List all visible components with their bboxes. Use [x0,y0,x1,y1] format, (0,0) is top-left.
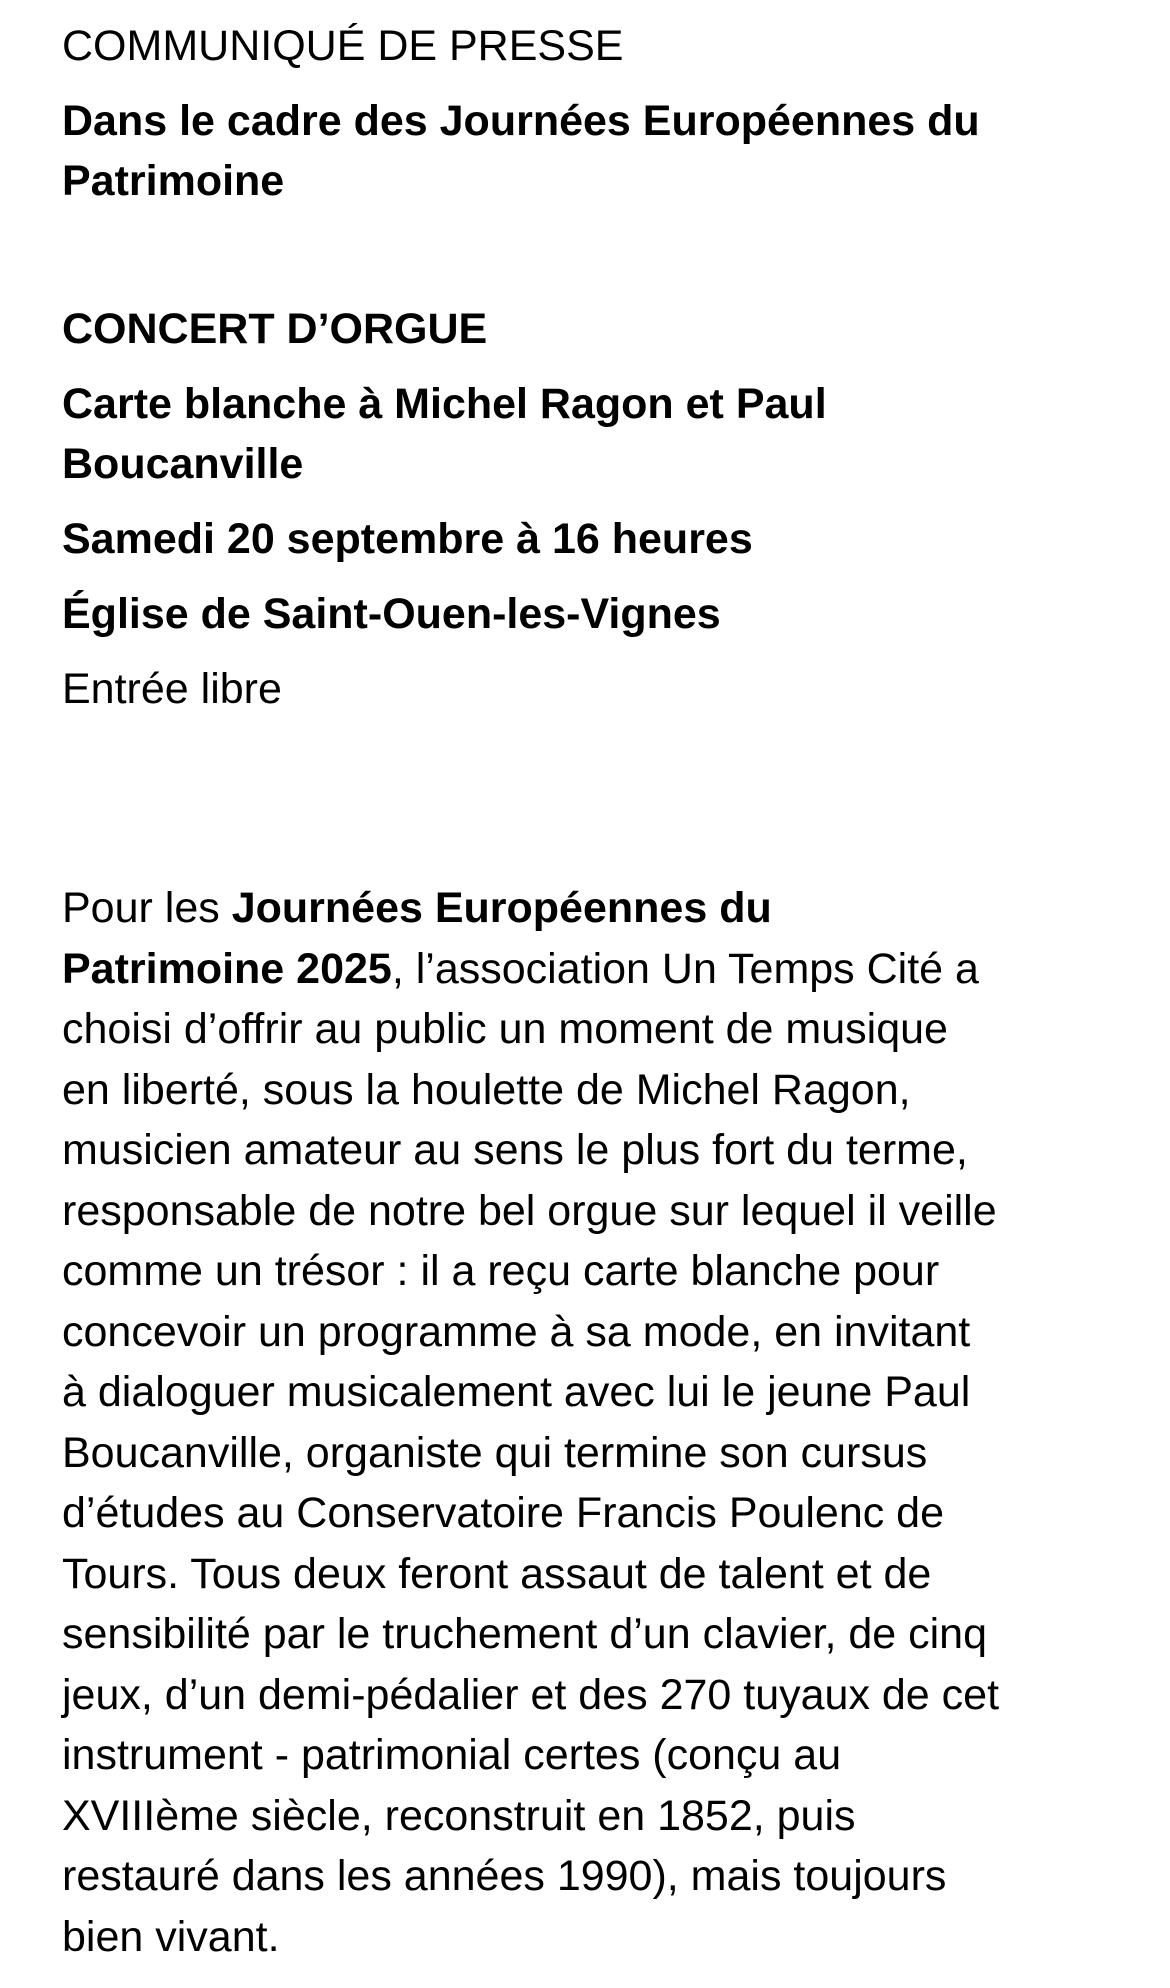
body-text-run: , l’association Un Temps Cité a [391,944,979,993]
body-line: Boucanville, organiste qui termine son cursus [62,1428,928,1477]
event-venue: Église de Saint-Ouen-les-Vignes [62,590,721,638]
body-line: en liberté, sous la houlette de Michel Ragon, [62,1065,911,1114]
body-paragraph [62,878,1142,1967]
body-bold-run: Journées Européennes du [231,884,772,932]
event-type: CONCERT D’ORGUE [62,305,488,353]
event-title-line-1: Carte blanche à Michel Ragon et Paul [62,380,827,428]
body-line: à dialoguer musicalement avec lui le jeune Paul [62,1368,971,1416]
body-line [62,878,1142,939]
body-line: Tours. Tous deux feront assaut de talent et de [62,1549,932,1598]
body-line: musicien amateur au sens le plus fort du terme, [62,1126,968,1174]
body-line: concevoir un programme à sa mode, en invitant [62,1307,971,1356]
body-line: comme un trésor : il a reçu carte blanche pour [62,1247,940,1295]
body-line: responsable de notre bel orgue sur lequel il veille [62,1186,997,1235]
press-release-label: COMMUNIQUÉ DE PRESSE [62,22,624,70]
context-heading-line-2: Patrimoine [62,157,285,205]
body-line: jeux, d’un demi-pédalier et des 270 tuyaux de cet [62,1670,1000,1719]
body-line: d’études au Conservatoire Francis Poulenc de [62,1489,945,1537]
body-line [62,939,1142,1000]
body-line: XVIIIème siècle, reconstruit en 1852, puis [62,1791,856,1840]
body-line: restauré dans les années 1990), mais toujours [62,1852,947,1900]
event-title-line-2: Boucanville [62,440,304,488]
body-bold-run: Patrimoine 2025 [62,944,392,993]
body-text-run: Pour les [62,884,232,932]
event-date: Samedi 20 septembre à 16 heures [62,515,753,563]
body-line: sensibilité par le truchement d’un clavier, de cinq [62,1610,988,1658]
body-line: instrument - patrimonial certes (conçu au [62,1731,842,1779]
body-line: choisi d’offrir au public un moment de musique [62,1005,948,1053]
context-heading-line-1: Dans le cadre des Journées Européennes du [62,97,980,145]
body-line: bien vivant. [62,1912,280,1961]
event-admission: Entrée libre [62,665,282,713]
press-release [62,0,1142,1967]
